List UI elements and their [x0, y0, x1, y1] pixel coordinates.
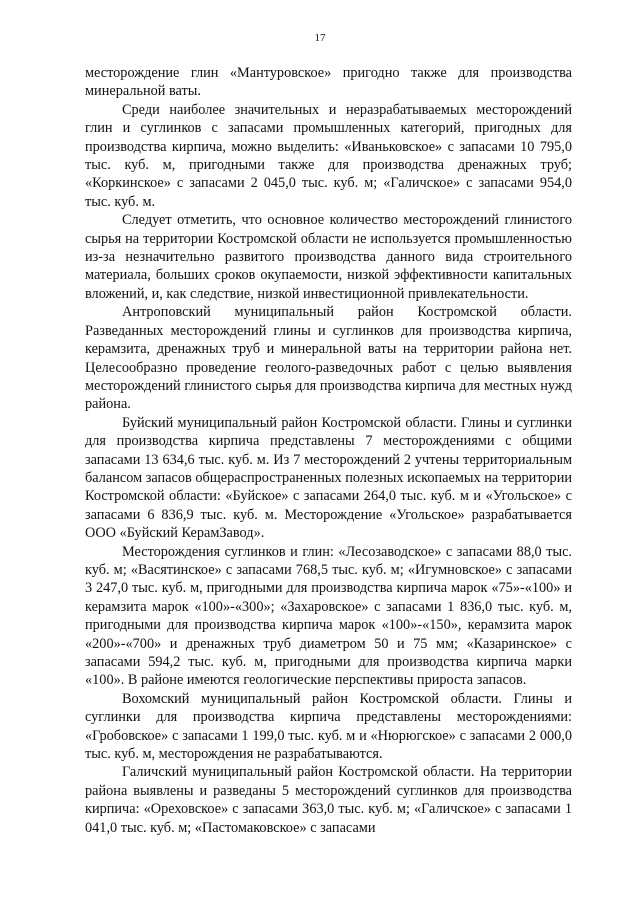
page-number: 17 [314, 32, 326, 44]
paragraph-continuation: месторождение глин «Мантуровское» пригодно также для производства минеральной ваты. [85, 65, 572, 100]
paragraph-significant-deposits: Среди наиболее значительных и неразрабатываемых месторождений глин и суглинков с запасами промышленных категорий, пригодных для производства кирпича, можно выделить: «Иваньковское» с запасами 10 795,0 тыс. куб. м, пригодными также для производства дренажных труб; «Коркинское» с запасами 2 045,0 тыс. куб. м; «Галичское» с запасами 954,0 тыс. куб. м. [85, 101, 572, 210]
paragraph-unused-deposits: Следует отметить, что основное количество месторождений глинистого сырья на территории Костромской области не используется промышленностью из-за незначительно развитого производства данного вида строительного материала, больших сроков окупаемости, низкой эффективности капитальных вложений, и, как следствие, низкой инвестиционной привлекательности. [85, 212, 572, 302]
paragraph-antropovsky-district: Антроповский муниципальный район Костромской области. Разведанных месторождений глины и суглинков для производства кирпича, керамзита, дренажных труб и минеральной ваты на территории района нет. Целесообразно проведение геолого-разведочных работ с целью выявления месторождений глинистого сырья для производства кирпича для местных нужд района. [85, 304, 572, 413]
document-body [85, 64, 572, 837]
paragraph-buysky-district: Буйский муниципальный район Костромской области. Глины и суглинки для производства кирпича представлены 7 месторождениями с общими запасами 13 634,6 тыс. куб. м. Из 7 месторождений 2 учтены территориальным балансом запасов общераспространенных полезных ископаемых на территории Костромской области: «Буйское» с запасами 264,0 тыс. куб. м и «Угольское» с запасами 6 836,9 тыс. куб. м. Месторождение «Угольское» разрабатывается ООО «Буйский КерамЗавод». [85, 414, 572, 542]
paragraph-loam-deposits: Месторождения суглинков и глин: «Лесозаводское» с запасами 88,0 тыс. куб. м; «Васятинское» с запасами 768,5 тыс. куб. м; «Игумновское» с запасами 3 247,0 тыс. куб. м, пригодными для производства кирпича марок «75»-«100» и керамзита марок «100»-«300»; «Захаровское» с запасами 1 836,0 тыс. куб. м, пригодными для производства кирпича марок «100»-«150», керамзита марок «200»-«700» и дренажных труб диаметром 50 и 75 мм; «Казаринское» с запасами 594,2 тыс. куб. м, пригодными для производства кирпича марки «100». В районе имеются геологические перспективы прироста запасов. [85, 543, 572, 689]
paragraph-galichsky-district: Галичский муниципальный район Костромской области. На территории района выявлены и разведаны 5 месторождений суглинков для производства кирпича: «Ореховское» с запасами 363,0 тыс. куб. м; «Галичское» с запасами 1 041,0 тыс. куб. м; «Пастомаковское» с запасами [85, 764, 572, 836]
paragraph-vokhomsky-district: Вохомский муниципальный район Костромской области. Глины и суглинки для производства кирпича представлены месторождениями: «Гробовское» с запасами 1 199,0 тыс. куб. м и «Нюрюгское» с запасами 2 000,0 тыс. куб. м, месторождения не разрабатываются. [85, 690, 572, 763]
